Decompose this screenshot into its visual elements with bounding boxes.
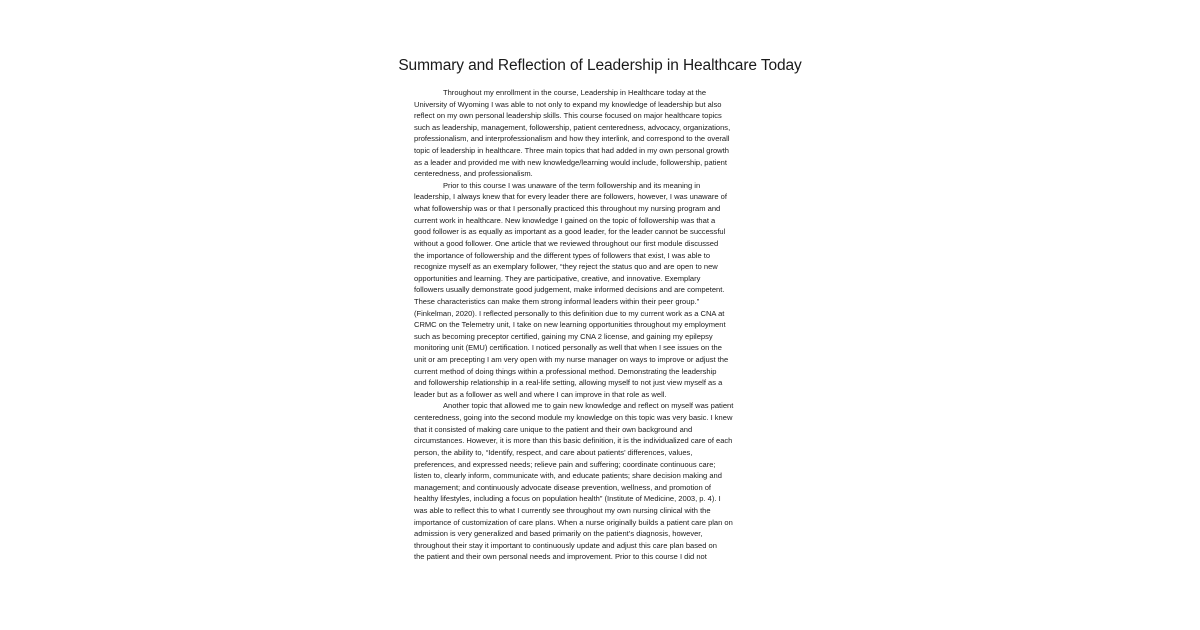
body-text-line: current work in healthcare. New knowledge I gained on the topic of followership was that a [414, 215, 716, 225]
body-text-line: professionalism, and interprofessionalism and how they interlink, and correspond to the overall [414, 134, 730, 144]
body-text-line: current method of doing things within a professional method. Demonstrating the leadership [414, 366, 717, 376]
body-text-line: recognize myself as an exemplary follower, “they reject the status quo and are open to new [414, 262, 718, 272]
body-text-line: throughout their stay it important to continuously update and adjust this care plan based on [414, 540, 717, 550]
body-text-line: the patient and their own personal needs and improvement. Prior to this course I did not [414, 552, 707, 562]
body-text-line: circumstances. However, it is more than this basic definition, it is the individualized care of each [414, 436, 733, 446]
body-text-line: reflect on my own personal leadership skills. This course focused on major healthcare topics [414, 111, 722, 121]
body-text-line: management; and continuously advocate disease prevention, wellness, and promotion of [414, 482, 712, 492]
body-text-line: preferences, and expressed needs; relieve pain and suffering; coordinate continuous care; [414, 459, 716, 469]
body-text-line: centeredness, and professionalism. [414, 169, 533, 179]
body-text-line: good follower is as equally as important as a good leader, for the leader cannot be successful [414, 227, 726, 237]
body-text-line: listen to, clearly inform, communicate with, and educate patients; share decision making and [414, 471, 722, 481]
body-text-line: Another topic that allowed me to gain new knowledge and reflect on myself was patient [443, 401, 734, 411]
body-text-line: leadership, I always knew that for every leader there are followers, however, I was unaware of [414, 192, 727, 202]
body-text-line: followers usually demonstrate good judgement, make informed decisions and are competent. [414, 285, 725, 295]
body-text-line: the importance of followership and the different types of followers that exist, I was able to [414, 250, 711, 260]
body-text-line: centeredness, going into the second module my knowledge on this topic was very basic. I knew [414, 413, 733, 423]
body-text-line: unit or am precepting I am very open with my nurse manager on ways to improve or adjust the [414, 355, 729, 365]
body-text-line: and followership relationship in a real-life setting, allowing myself to not just view myself as a [414, 378, 723, 388]
body-text-line: opportunities and learning. They are participative, creative, and innovative. Exemplary [414, 273, 701, 283]
body-text-line: Throughout my enrollment in the course, Leadership in Healthcare today at the [443, 88, 707, 97]
body-text-line: as a leader and provided me with new knowledge/learning would include, followership, patient [414, 157, 727, 167]
body-text-line: These characteristics can make them strong informal leaders within their peer group.” [414, 296, 700, 306]
body-text-line: without a good follower. One article that we reviewed throughout our first module discussed [414, 238, 719, 248]
body-text-line: topic of leadership in healthcare. Three main topics that had added in my own personal growth [414, 146, 729, 156]
body-text-line: person, the ability to, “Identify, respect, and care about patients’ differences, values, [414, 447, 693, 457]
body-text-line: leader but as a follower as well and where I can improve in that role as well. [414, 389, 667, 399]
document-title: Summary and Reflection of Leadership in Healthcare Today [398, 57, 802, 74]
body-text-line: admission is very generalized and based primarily on the patient’s diagnosis, however, [414, 529, 703, 539]
body-text-line: importance of customization of care plans. When a nurse originally builds a patient care plan on [414, 517, 733, 527]
body-text-line: (Finkelman, 2020). I reflected personally to this definition due to my current work as a CNA at [414, 308, 725, 318]
body-text-line: Prior to this course I was unaware of the term followership and its meaning in [443, 180, 701, 190]
body-text-line: healthy lifestyles, including a focus on population health” (Institute of Medicine, 2003, p. 4). I [414, 494, 721, 504]
body-text-line: such as leadership, management, followership, patient centeredness, advocacy, organizations, [414, 122, 731, 132]
body-text-line: what followership was or that I personally practiced this throughout my nursing program and [414, 204, 721, 214]
body-text-line: University of Wyoming I was able to not only to expand my knowledge of leadership but also [414, 99, 722, 109]
body-text-line: was able to reflect this to what I currently see throughout my own nursing clinical with the [414, 505, 711, 515]
body-text-line: monitoring unit (EMU) certification. I noticed personally as well that when I see issues on the [414, 343, 722, 353]
body-text-line: that it consisted of making care unique to the patient and their own background and [414, 424, 693, 434]
document-body [414, 87, 788, 563]
body-text-line: such as becoming preceptor certified, gaining my CNA 2 license, and gaining my epilepsy [414, 331, 713, 341]
body-text-line: CRMC on the Telemetry unit, I take on new learning opportunities throughout my employment [414, 320, 726, 330]
